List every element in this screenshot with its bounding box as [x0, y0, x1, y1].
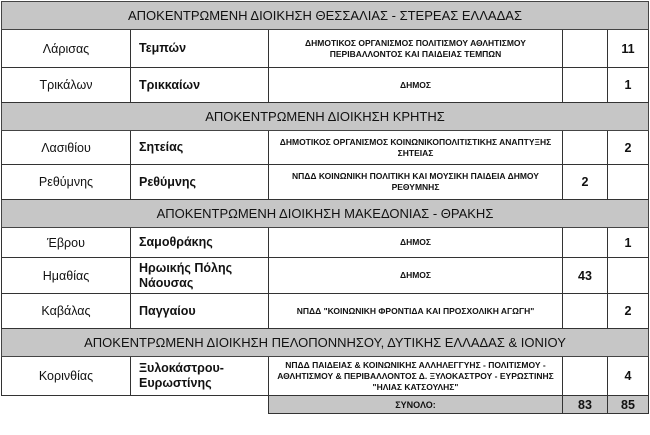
col5-cell — [608, 165, 649, 200]
municipality-cell: Ηρωικής Πόλης Νάουσας — [131, 258, 269, 294]
municipality-cell: Τρικκαίων — [131, 68, 269, 103]
table-row — [2, 357, 649, 396]
table-row — [2, 228, 649, 258]
region-title: ΑΠΟΚΕΝΤΡΩΜΕΝΗ ΔΙΟΙΚΗΣΗ ΘΕΣΣΑΛΙΑΣ - ΣΤΕΡΕΑΣ ΕΛΛΑΔΑΣ — [2, 2, 649, 30]
total-col4: 83 — [563, 396, 608, 414]
prefecture-cell: Καβάλας — [2, 294, 131, 329]
col5-cell: 1 — [608, 228, 649, 258]
col5-cell — [608, 258, 649, 294]
entity-cell: ΝΠΔΔ ΚΟΙΝΩΝΙΚΗ ΠΟΛΙΤΙΚΗ ΚΑΙ ΜΟΥΣΙΚΗ ΠΑΙΔΕΙΑ ΔΗΜΟΥ ΡΕΘΥΜΝΗΣ — [269, 165, 563, 200]
positions-table — [1, 1, 649, 414]
region-title: ΑΠΟΚΕΝΤΡΩΜΕΝΗ ΔΙΟΙΚΗΣΗ ΠΕΛΟΠΟΝΝΗΣΟΥ, ΔΥΤΙΚΗΣ ΕΛΛΑΔΑΣ & ΙΟΝΙΟΥ — [2, 329, 649, 357]
col5-cell: 2 — [608, 294, 649, 329]
prefecture-cell: Έβρου — [2, 228, 131, 258]
col4-cell — [563, 68, 608, 103]
prefecture-cell: Ρεθύμνης — [2, 165, 131, 200]
region-header-row — [2, 329, 649, 357]
col4-cell: 43 — [563, 258, 608, 294]
blank-cell — [2, 396, 269, 414]
municipality-cell: Παγγαίου — [131, 294, 269, 329]
table-row — [2, 131, 649, 165]
col4-cell — [563, 30, 608, 68]
municipality-cell: Σητείας — [131, 131, 269, 165]
table-row — [2, 294, 649, 329]
municipality-cell: Ξυλοκάστρου-Ευρωστίνης — [131, 357, 269, 396]
col5-cell: 4 — [608, 357, 649, 396]
col4-cell — [563, 228, 608, 258]
entity-cell: ΔΗΜΟΣ — [269, 68, 563, 103]
col5-cell: 1 — [608, 68, 649, 103]
col5-cell: 2 — [608, 131, 649, 165]
total-row — [2, 396, 649, 414]
table-row — [2, 165, 649, 200]
entity-cell: ΝΠΔΔ ΠΑΙΔΕΙΑΣ & ΚΟΙΝΩΝΙΚΗΣ ΑΛΛΗΛΕΓΓΥΗΣ - ΠΟΛΙΤΙΣΜΟΥ - ΑΘΛΗΤΙΣΜΟΥ & ΠΕΡΙΒΑΛΛΟΝΤΟΣ Δ. ΞΥΛΟΚΑΣΤΡΟΥ - ΕΥΡΩΣΤΙΝΗΣ "ΗΛΙΑΣ ΚΑΤΣΟΥΛΗΣ" — [269, 357, 563, 396]
col4-cell: 2 — [563, 165, 608, 200]
prefecture-cell: Κορινθίας — [2, 357, 131, 396]
entity-cell: ΔΗΜΟΣ — [269, 228, 563, 258]
region-header-row — [2, 2, 649, 30]
col4-cell — [563, 131, 608, 165]
region-header-row — [2, 103, 649, 131]
total-label: ΣΥΝΟΛΟ: — [269, 396, 563, 414]
table-row — [2, 258, 649, 294]
prefecture-cell: Λασιθίου — [2, 131, 131, 165]
col4-cell — [563, 294, 608, 329]
prefecture-cell: Τρικάλων — [2, 68, 131, 103]
entity-cell: ΔΗΜΟΤΙΚΟΣ ΟΡΓΑΝΙΣΜΟΣ ΚΟΙΝΩΝΙΚΟΠΟΛΙΤΙΣΤΙΚΗΣ ΑΝΑΠΤΥΞΗΣ ΣΗΤΕΙΑΣ — [269, 131, 563, 165]
region-title: ΑΠΟΚΕΝΤΡΩΜΕΝΗ ΔΙΟΙΚΗΣΗ ΚΡΗΤΗΣ — [2, 103, 649, 131]
entity-cell: ΔΗΜΟΣ — [269, 258, 563, 294]
prefecture-cell: Ημαθίας — [2, 258, 131, 294]
col5-cell: 11 — [608, 30, 649, 68]
municipality-cell: Σαμοθράκης — [131, 228, 269, 258]
municipality-cell: Τεμπών — [131, 30, 269, 68]
entity-cell: ΔΗΜΟΤΙΚΟΣ ΟΡΓΑΝΙΣΜΟΣ ΠΟΛΙΤΙΣΜΟΥ ΑΘΛΗΤΙΣΜΟΥ ΠΕΡΙΒΑΛΛΟΝΤΟΣ ΚΑΙ ΠΑΙΔΕΙΑΣ ΤΕΜΠΩΝ — [269, 30, 563, 68]
total-col5: 85 — [608, 396, 649, 414]
table-row — [2, 68, 649, 103]
region-title: ΑΠΟΚΕΝΤΡΩΜΕΝΗ ΔΙΟΙΚΗΣΗ ΜΑΚΕΔΟΝΙΑΣ - ΘΡΑΚΗΣ — [2, 200, 649, 228]
table-row — [2, 30, 649, 68]
region-header-row — [2, 200, 649, 228]
municipality-cell: Ρεθύμνης — [131, 165, 269, 200]
entity-cell: ΝΠΔΔ "ΚΟΙΝΩΝΙΚΗ ΦΡΟΝΤΙΔΑ ΚΑΙ ΠΡΟΣΧΟΛΙΚΗ ΑΓΩΓΗ" — [269, 294, 563, 329]
prefecture-cell: Λάρισας — [2, 30, 131, 68]
table-body — [2, 2, 649, 414]
col4-cell — [563, 357, 608, 396]
